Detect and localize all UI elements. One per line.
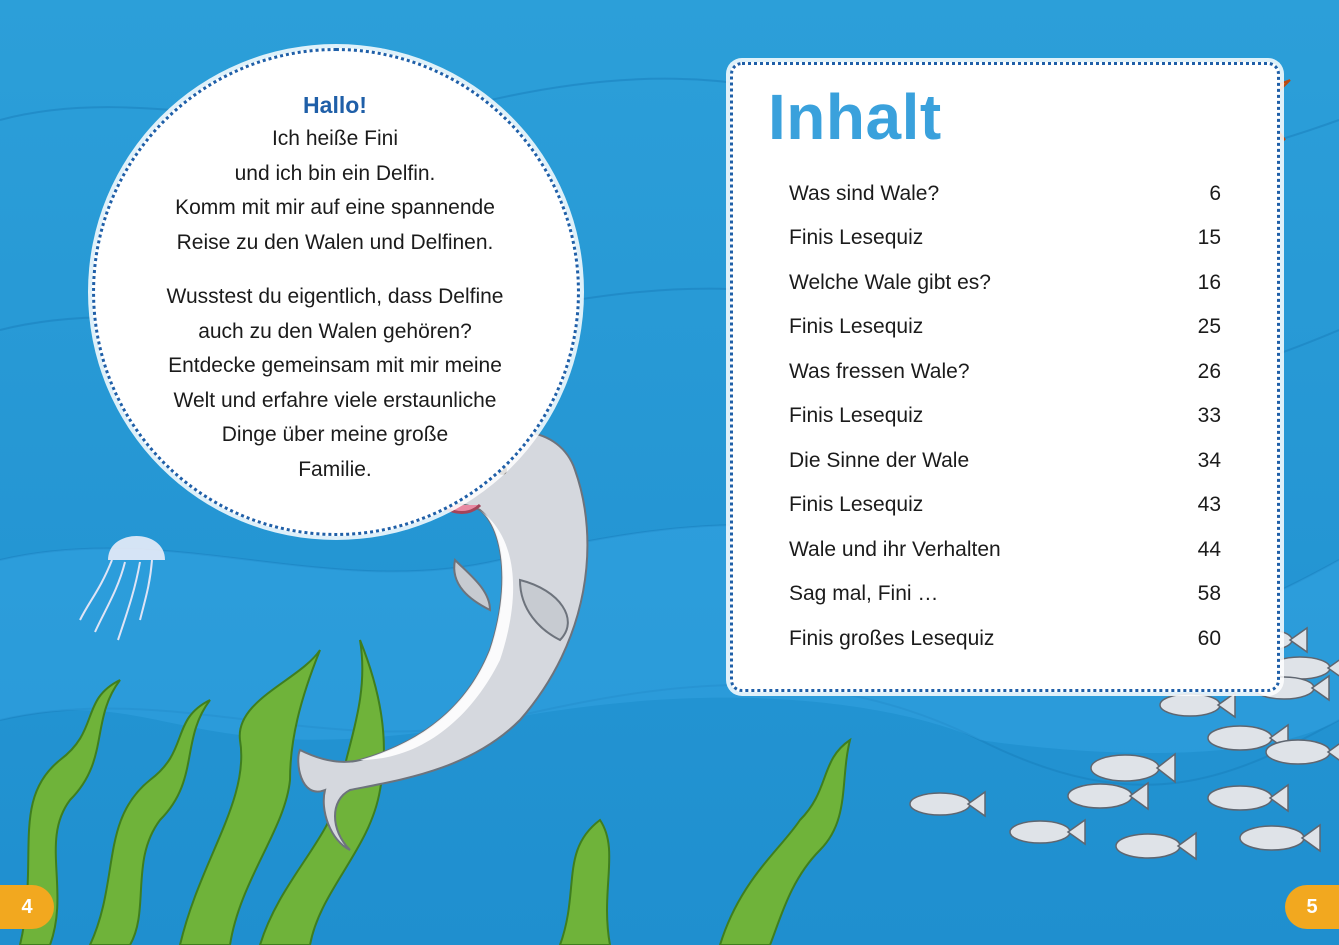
toc-entry-label: Finis großes Lesequiz bbox=[789, 627, 995, 650]
toc-entry-label: Wale und ihr Verhalten bbox=[789, 538, 1001, 561]
toc-entry[interactable] bbox=[789, 399, 1221, 433]
toc-entry-page: 60 bbox=[1197, 627, 1221, 650]
toc-entry-page: 26 bbox=[1197, 360, 1221, 383]
intro-line: Reise zu den Walen und Delfinen. bbox=[176, 230, 494, 254]
toc-entry[interactable] bbox=[789, 577, 1221, 611]
fact-line: Wusstest du eigentlich, dass Delfine bbox=[166, 285, 504, 308]
toc-entry[interactable] bbox=[789, 355, 1221, 389]
toc-entry[interactable] bbox=[789, 221, 1221, 255]
page-number-right: 5 bbox=[1285, 885, 1339, 929]
toc-entry-page: 15 bbox=[1197, 226, 1221, 249]
toc-entry-page: 43 bbox=[1197, 493, 1221, 516]
toc-entry-label: Finis Lesequiz bbox=[789, 226, 924, 249]
toc-entry-page: 16 bbox=[1197, 271, 1221, 294]
toc-entry-label: Die Sinne der Wale bbox=[789, 449, 970, 472]
toc-entry-label: Was fressen Wale? bbox=[789, 360, 970, 383]
fact-paragraph bbox=[120, 280, 550, 487]
fact-line: Familie. bbox=[298, 457, 372, 481]
fact-line: Welt und erfahre viele erstaunliche bbox=[173, 388, 497, 412]
toc-entry-label: Finis Lesequiz bbox=[789, 493, 924, 516]
toc-entry-label: Welche Wale gibt es? bbox=[789, 271, 991, 294]
toc-entry-label: Sag mal, Fini … bbox=[789, 582, 939, 605]
intro-line: Komm mit mir auf eine spannende bbox=[175, 196, 495, 219]
toc-entry-page: 44 bbox=[1197, 538, 1221, 561]
toc-entry-label: Finis Lesequiz bbox=[789, 315, 924, 338]
contents-title: Inhalt bbox=[768, 81, 942, 153]
speech-bubble-text bbox=[120, 88, 550, 487]
toc-entry[interactable] bbox=[789, 444, 1221, 478]
toc-entry-page: 25 bbox=[1197, 315, 1221, 338]
toc-entry-page: 58 bbox=[1197, 582, 1221, 605]
toc-entry-page: 6 bbox=[1209, 182, 1221, 205]
toc-entry[interactable] bbox=[789, 622, 1221, 656]
toc-entry-page: 33 bbox=[1197, 404, 1221, 427]
fact-line: Dinge über meine große bbox=[221, 423, 449, 446]
intro-paragraph bbox=[120, 122, 550, 260]
page-number-left: 4 bbox=[0, 885, 54, 929]
fact-line: Entdecke gemeinsam mit mir meine bbox=[168, 354, 502, 377]
intro-line: und ich bin ein Delfin. bbox=[234, 161, 436, 185]
toc-entry[interactable] bbox=[789, 266, 1221, 300]
toc-entry[interactable] bbox=[789, 533, 1221, 567]
toc-entry[interactable] bbox=[789, 310, 1221, 344]
toc-entry[interactable] bbox=[789, 488, 1221, 522]
greeting-title: Hallo! bbox=[303, 92, 367, 118]
toc-entry-label: Was sind Wale? bbox=[789, 182, 940, 205]
toc-entry[interactable] bbox=[789, 177, 1221, 211]
toc-entry-page: 34 bbox=[1197, 449, 1221, 472]
toc-entry-label: Finis Lesequiz bbox=[789, 404, 924, 427]
fact-line: auch zu den Walen gehören? bbox=[198, 319, 472, 343]
intro-line: Ich heiße Fini bbox=[271, 127, 399, 150]
